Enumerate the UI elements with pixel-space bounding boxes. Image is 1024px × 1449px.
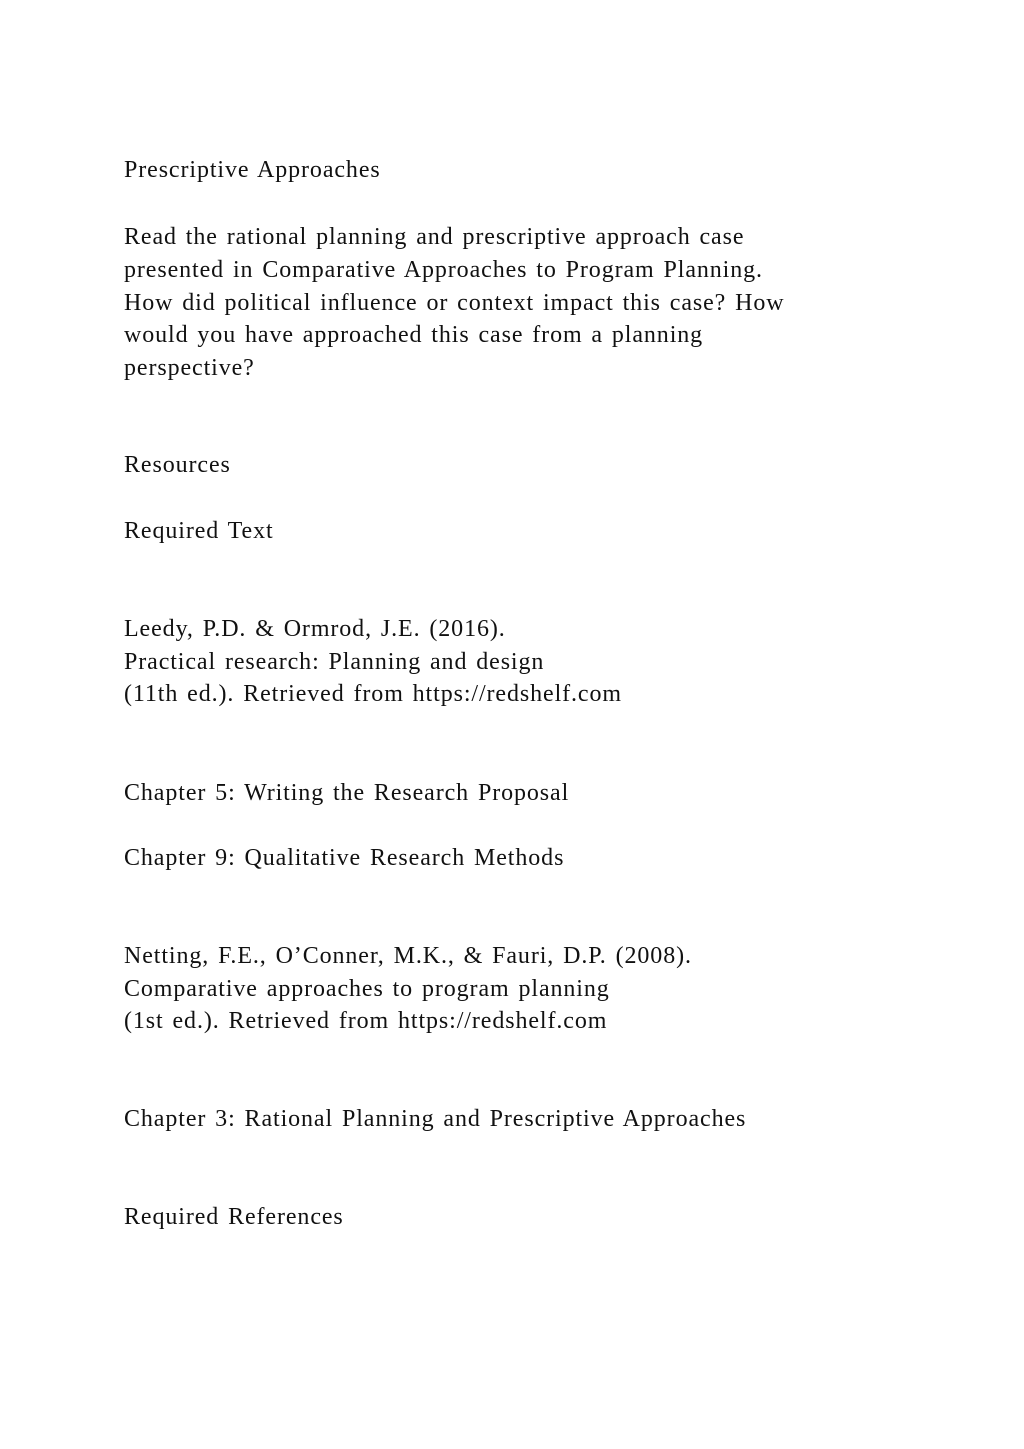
prompt-line: presented in Comparative Approaches to Program Planning.	[124, 257, 763, 283]
chapter-item: Chapter 9: Qualitative Research Methods	[124, 845, 565, 871]
required-references-heading: Required References	[124, 1204, 344, 1230]
reference-line: Netting, F.E., O’Conner, M.K., & Fauri, D.P. (2008).	[124, 943, 692, 969]
reference-line: (11th ed.). Retrieved from https://redshelf.com	[124, 681, 622, 707]
resources-heading: Resources	[124, 452, 231, 478]
prompt-line: perspective?	[124, 355, 255, 381]
reference-line: Leedy, P.D. & Ormrod, J.E. (2016).	[124, 616, 506, 642]
chapter-item: Chapter 3: Rational Planning and Prescriptive Approaches	[124, 1106, 747, 1132]
chapter-item: Chapter 5: Writing the Research Proposal	[124, 780, 570, 806]
document-title: Prescriptive Approaches	[124, 157, 381, 183]
reference-line: Practical research: Planning and design	[124, 649, 545, 675]
prompt-line: Read the rational planning and prescriptive approach case	[124, 224, 745, 250]
prompt-line: would you have approached this case from a planning	[124, 322, 704, 348]
required-text-heading: Required Text	[124, 518, 274, 544]
reference-line: Comparative approaches to program planning	[124, 976, 610, 1002]
reference-line: (1st ed.). Retrieved from https://redshelf.com	[124, 1008, 608, 1034]
prompt-line: How did political influence or context impact this case? How	[124, 290, 785, 316]
